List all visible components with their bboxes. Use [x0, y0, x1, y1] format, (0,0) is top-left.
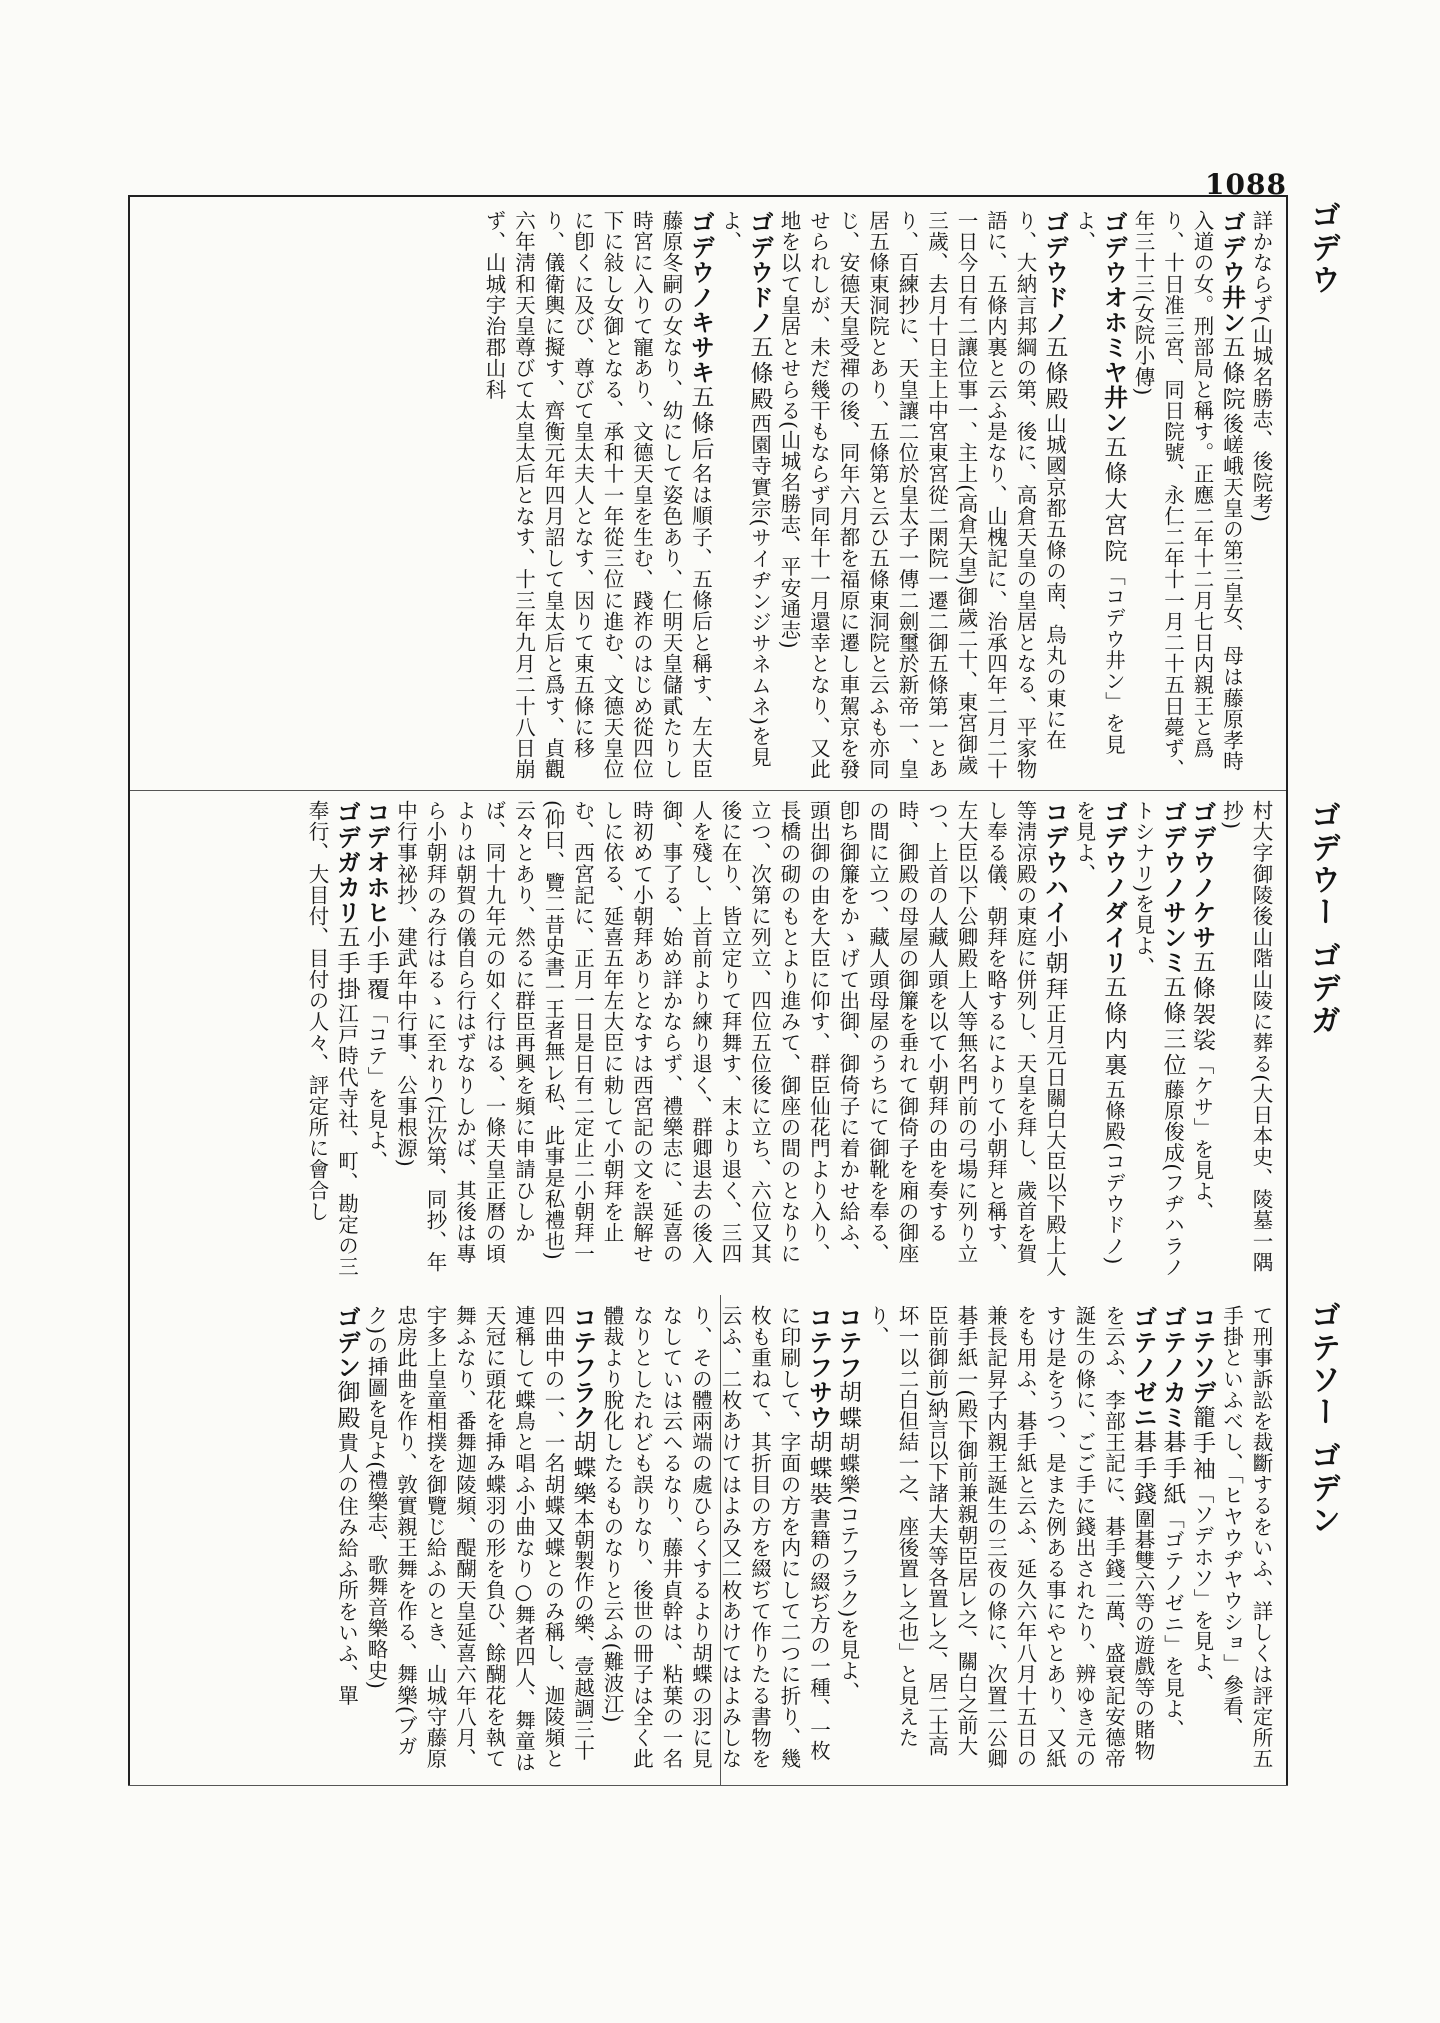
entry-text: 江戸時代寺社、町、勘定の三奉行、大目付、目付の人々、評定所に會合し — [305, 800, 359, 1278]
dictionary-entry — [833, 1305, 863, 1777]
dictionary-entry — [1128, 800, 1187, 1285]
entry-headword: ゴテノゼニ — [1129, 1305, 1157, 1430]
entry-headword: ゴデウノダイリ — [1099, 800, 1128, 975]
entry-kanji: 小朝拜 — [1041, 925, 1068, 1003]
dictionary-entry — [1157, 1305, 1187, 1777]
entry-kanji: 五條三位 — [1159, 975, 1186, 1079]
entry-text: 圍碁雙六等の遊戲等の賭物を云ふ、李部王記に、碁手錢二萬、盛衰記安德帝誕生の條に、ごご手に錢出されたり、辨ゆき元のすけ是をうつ、是また例ある事にやとあり、又紙をも用ふ、碁手紙と云ふ、延久六年八月十五日の兼長記昇子内親王誕生の三夜の條に、次置二公卿碁手紙一(殿下御前兼親朝臣居レ之、關白之前大臣前御前)納言以下諸大夫等各置レ之、居二土高坏一以二白但結一之、座後置レ之也」と見えたり、 — [865, 1305, 1155, 1770]
entry-headword: コデオホヒ — [362, 800, 390, 925]
frame-border-top — [128, 195, 1286, 197]
entry-kanji: 碁手錢 — [1130, 1430, 1156, 1508]
dictionary-entry — [479, 210, 715, 782]
entry-kanji: 五條内裏 — [1100, 975, 1127, 1079]
entry-text: 後嵯峨天皇の第三皇女、母は藤原孝時入道の女。刑部局と稱す。正應二年十二月七日内親王と爲り、十日准三宮、同日院號、永仁二年十一月二十五日薨ず、年三十三(女院小傳) — [1131, 210, 1244, 780]
entry-headword: ゴデン — [332, 1305, 361, 1380]
entry-headword: ゴテノカミ — [1158, 1305, 1187, 1430]
entry-headword: ゴデウオホミヤ井ン — [1099, 210, 1128, 435]
dictionary-entry — [1216, 800, 1275, 1285]
entry-kanji: 五條大宮院 — [1100, 435, 1127, 565]
dictionary-entry — [361, 1305, 597, 1777]
entry-headword: ゴデウノキサキ — [686, 210, 715, 385]
entry-text: 「コテ」を見よ、 — [364, 1003, 388, 1172]
dictionary-entry — [1187, 800, 1217, 1285]
entry-headword: ゴデウドノ — [745, 210, 774, 335]
dictionary-entry — [390, 800, 1069, 1285]
dictionary-entry — [1128, 210, 1246, 782]
entry-text: 胡蝶樂(コテフラク)を見よ、 — [836, 1432, 860, 1703]
entry-kanji: 御殿 — [333, 1380, 360, 1432]
entry-kanji: 五條殿 — [746, 335, 773, 413]
entry-text: て刑事訴訟を裁斷するをいふ、詳しくは評定所五手掛といふべし、「ヒヤウヂヤウショ」參看、 — [1219, 1305, 1273, 1770]
frame-border-left — [128, 195, 130, 1785]
entry-kanji: 籠手袖 — [1189, 1405, 1215, 1483]
entry-kanji: 胡蝶裝 — [805, 1430, 832, 1508]
dictionary-entry — [331, 1305, 361, 1777]
entry-text: 貴人の住み給ふ所をいふ、單 — [334, 1432, 359, 1707]
entry-headword: コテソデ — [1188, 1305, 1216, 1405]
entry-text: 五條殿(コデウドノ)を見よ、 — [1072, 800, 1126, 1265]
entry-text: 「ソデホソ」を見よ、 — [1190, 1483, 1214, 1694]
bottom-text-block — [332, 1305, 1275, 1777]
entry-kanji: 胡蝶 — [835, 1380, 861, 1432]
entry-kanji: 小手覆 — [363, 925, 389, 1003]
entry-text: 山城國京都五條の南、烏丸の東に在り、大納言邦綱の第、後に、高倉天皇の皇居となる、平家物語に、五條内裏と云ふ是なり、山槐記に、治承四年二月二十一日今日有二讓位事一、主上(高倉天皇)御歲二十、東宮御歲三歲、去月十日主上中宮東宮從二閑院一遷二御五條第一とあり、百練抄に、天皇讓二位於皇太子一傳二劍璽於新帝一、皇居五條東洞院とあり、五條第と云ひ五條東洞院と云ふも亦同じ、安德天皇受禪の後、同年六月都を福原に遷し車駕京を發せられしが、未だ幾干もならず同年十一月還幸となり、又此地を以て皇居とせらる(山城名勝志、平安通志) — [777, 210, 1067, 780]
entry-headword: ゴデウ井ン — [1217, 210, 1246, 335]
running-head-bottom: ゴテソー ゴデン — [1305, 1300, 1340, 1537]
dictionary-entry — [774, 210, 1069, 782]
entry-headword: コテフラク — [568, 1305, 597, 1430]
entry-text: 「ケサ」を見よ、 — [1190, 1054, 1214, 1223]
entry-text: 書籍の綴ぢ方の一種、一枚に印刷して、字面の方を内にして二つに折り、幾枚も重ねて、其折目の方を綴ぢて作りたる書物を云ふ、二枚あけてはよみ又二枚あけてはよみしなり、その體兩端の處ひらくするより胡蝶の羽に見なしていは云へるなり、藤井貞幹は、粘葉の一名なりとしたれども誤りなり、後世の冊子は全く此體裁より脫化したるものなりと云ふ(難波江) — [600, 1305, 831, 1770]
entry-kanji: 五條殿 — [1041, 335, 1068, 413]
top-text-block — [140, 210, 1275, 782]
entry-headword: ゴデウドノ — [1040, 210, 1069, 335]
horizontal-divider — [130, 790, 1286, 791]
dictionary-entry — [1069, 210, 1128, 782]
middle-text-block — [140, 800, 1275, 1285]
entry-kanji: 五條院 — [1218, 335, 1245, 413]
entry-text: 「ゴテノゼニ」を見よ、 — [1160, 1508, 1185, 1741]
frame-border-right — [1286, 195, 1288, 1785]
entry-text: 詳かならず(山城名勝志、後院考) — [1249, 210, 1273, 523]
entry-text: 藤原俊成(フヂハラノトシナリ)を見よ、 — [1131, 800, 1185, 1278]
entry-text: 本朝製作の樂、壹越調三十四曲中の一、一名胡蝶又蝶とのみ稱し、迦陵頻と連稱して蝶鳥と唱ふ小曲なり○舞者四人、舞童は天冠に頭花を挿み蝶羽の形を負ひ、餘醐花を執て舞ふなり、番舞迦陵頻、醍醐天皇延喜六年八月、宇多上皇童相撲を御覽じ給ふのとき、山城守藤原忠房此曲を作り、敦實親王舞を作る、舞樂(ブガク)の挿圖を見よ(禮樂志、歌舞音樂略史) — [364, 1305, 595, 1773]
dictionary-entry — [1069, 800, 1128, 1285]
dictionary-entry — [597, 1305, 833, 1777]
dictionary-entry — [302, 800, 361, 1285]
running-head-middle: ゴデウー ゴデガ — [1305, 800, 1340, 1037]
frame-border-bottom — [128, 1785, 1288, 1786]
dictionary-entry — [361, 800, 391, 1285]
entry-headword: ゴデウノサンミ — [1158, 800, 1187, 975]
entry-headword: ゴデウノケサ — [1188, 800, 1216, 950]
running-head-top: ゴデウ — [1305, 200, 1340, 296]
dictionary-entry — [1216, 1305, 1275, 1777]
entry-text: 西園寺實宗(サイヂンジサネムネ)を見よ、 — [718, 210, 772, 768]
entry-kanji: 碁手紙 — [1159, 1430, 1186, 1508]
page-number: 1088 — [1205, 168, 1287, 201]
dictionary-entry — [1187, 1305, 1217, 1777]
entry-text: 正月元日關白大臣以下殿上人等淸凉殿の東庭に併列し、天皇を拜し、歲首を賀し奉る儀、朝拜を略するによりて小朝拜と稱す、左大臣以下公卿殿上人等無名門前の弓場に列り立つ、上首の人藏人頭を以て小朝拜の由を奏する時、御殿の母屋の御簾を垂れて御倚子を廂の御座の間に立つ、藏人頭母屋のうちにて御靴を奉る、卽ち御簾をかゝげて出御、御倚子に着かせ給ふ、頭出御の由を大臣に仰す、群臣仙花門より入り、長橋の砌のもとより進みて、御座の間のとなりに立つ、次第に列立、四位五位後に立ち、六位又其後に在り、皆立定りて拜舞す、末より退く、三四人を殘し、上首前より練り退く、群卿退去の後入御、事了る、始め詳かならず、禮樂志に、延喜の時初めて小朝拜ありとなすは西宮記の文を誤解せしに依る、延喜五年左大臣に勅して小朝拜を止む、西宮記に、正月一日是日有二定止二小朝拜一(仰曰、覽二昔史書一王者無レ私、此事是私禮也)云々とあり、然るに群臣再興を頻に申請ひしかば、同十九年元の如く行はる、一條天皇正曆の頃よりは朝賀の儀自ら行はずなりしかば、其後は專ら小朝拜のみ行はるゝに至れり(江次第、同抄、年中行事祕抄、建武年中行事、公事根源) — [393, 800, 1067, 1278]
dictionary-entry — [1246, 210, 1276, 782]
entry-kanji: 五條袈裟 — [1189, 950, 1215, 1054]
entry-text: 「コデウ井ン」を見よ、 — [1072, 210, 1126, 755]
entry-kanji: 五條后 — [687, 385, 714, 463]
dictionary-entry — [715, 210, 774, 782]
entry-text: 村大字御陵後山階山陵に葬る(大日本史、陵墓一隅抄) — [1219, 800, 1273, 1273]
entry-text: 名は順子、五條后と稱す、左大臣藤原冬嗣の女なり、幼にして姿色あり、仁明天皇儲貳たりし時宮に入りて寵あり、文德天皇を生む、踐祚のはじめ從四位下に敍し女御となる、承和十一年從三位に進む、文德天皇位に卽くに及び、尊びて皇太夫人となす、因りて東五條に移り、儀衛輿に擬す、齊衡元年四月詔して皇太后と爲す、貞觀六年淸和天皇尊びて太皇太后となす、十三年九月二十八日崩ず、山城宇治郡山科 — [482, 210, 713, 780]
entry-kanji: 胡蝶樂 — [569, 1430, 596, 1508]
entry-headword: ゴデガカリ — [332, 800, 361, 925]
dictionary-entry — [862, 1305, 1157, 1777]
entry-kanji: 五手掛 — [333, 925, 360, 1003]
entry-headword: コデウハイ — [1040, 800, 1069, 925]
entry-headword: コテフサウ — [804, 1305, 833, 1430]
entry-headword: コテフ — [834, 1305, 862, 1380]
